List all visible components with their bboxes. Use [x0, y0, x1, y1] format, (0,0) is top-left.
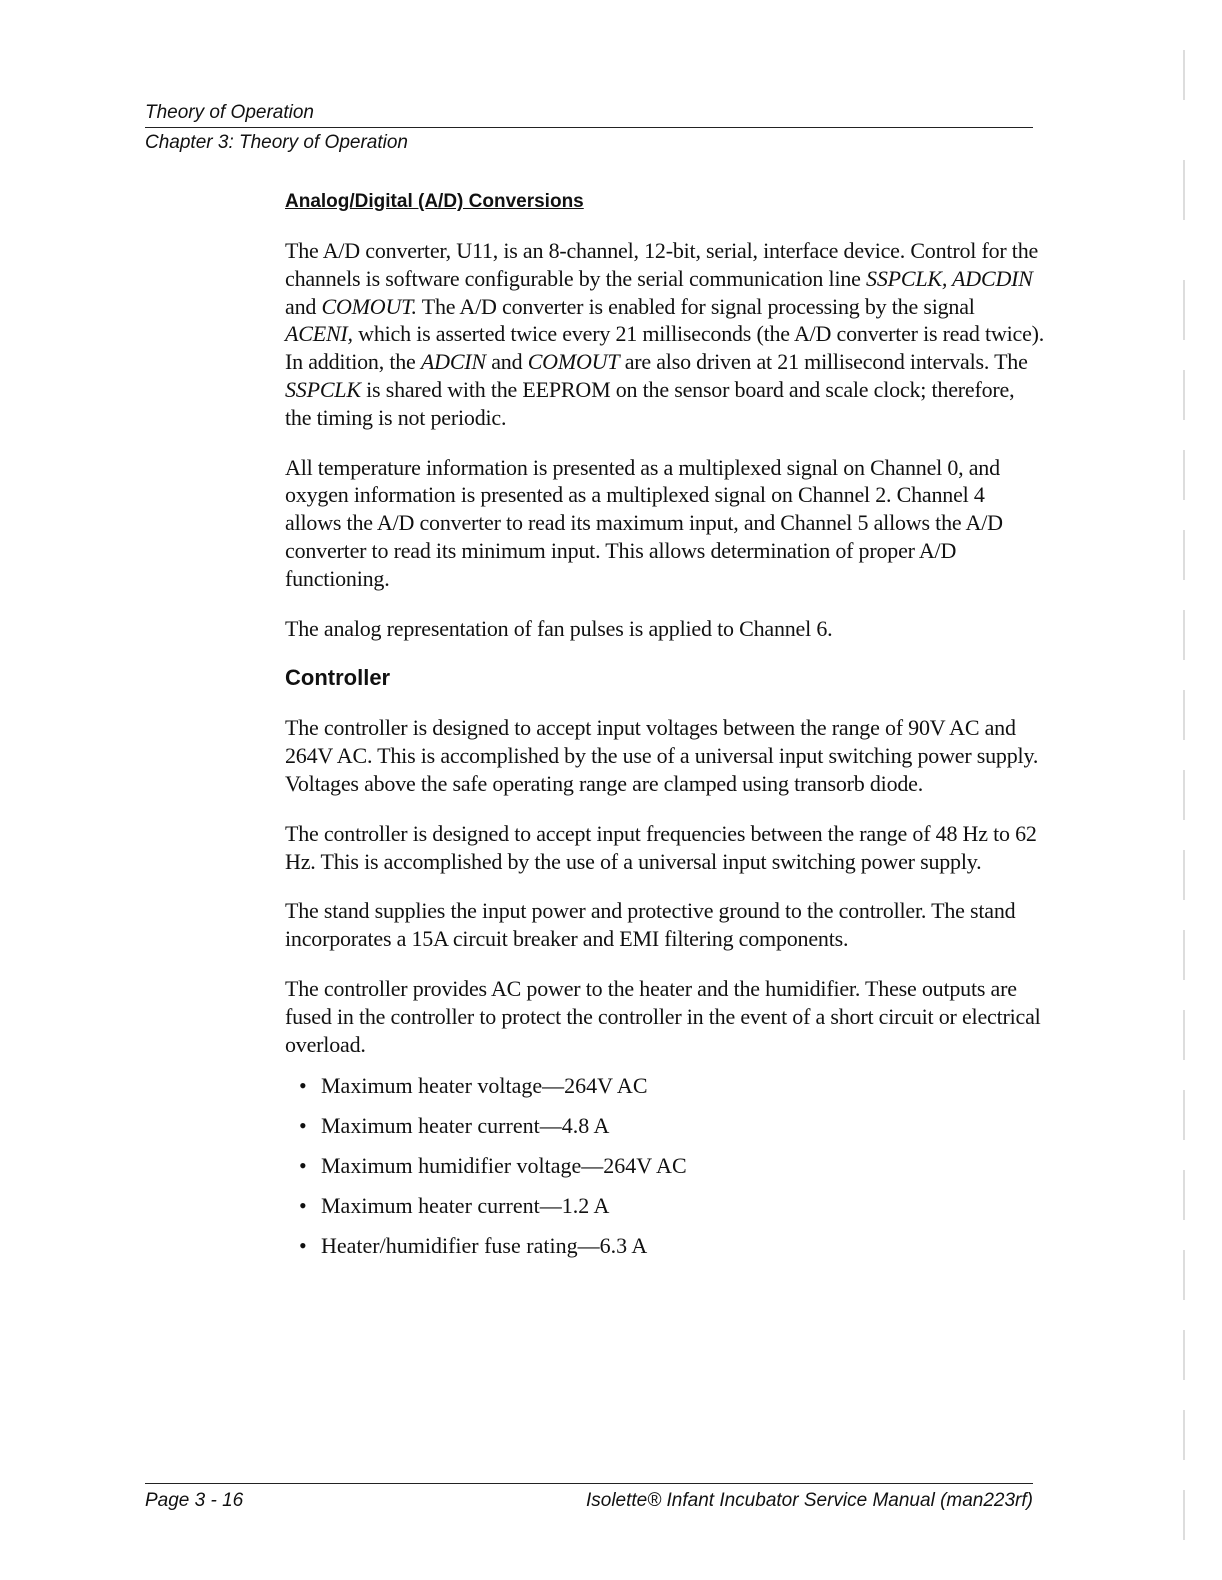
- list-item: • Maximum humidifier voltage—264V AC: [299, 1153, 687, 1179]
- ad-paragraph-3: The analog representation of fan pulses is applied to Channel 6.: [285, 615, 833, 641]
- ad-conversions-heading: Analog/Digital (A/D) Conversions: [285, 191, 584, 212]
- controller-paragraph-3: The stand supplies the input power and protective ground to the controller. The stand incorporates a 15A circuit breaker and EMI filtering components.: [285, 898, 1016, 952]
- bullet-icon: •: [299, 1073, 307, 1099]
- ad-paragraph-1: The A/D converter, U11, is an 8-channel, 12-bit, serial, interface device. Control for the channels is software configurable by the serial communication line SSPCLK, ADCDIN and COMOUT. The A/D converter is enabled for signal processing by the signal ACENI, which is asserted twice every 21 milliseconds (the A/D converter is read twice). In addition, the ADCIN and COMOUT are also driven at 21 millisecond intervals. The SSPCLK is shared with the EEPROM on the sensor board and scale clock; therefore, the timing is not periodic.: [285, 238, 1045, 430]
- controller-paragraph-4: The controller provides AC power to the heater and the humidifier. These outputs are fused in the controller to protect the controller in the event of a short circuit or electrical overload.: [285, 975, 1041, 1057]
- controller-paragraph-1: The controller is designed to accept input voltages between the range of 90V AC and 264V AC. This is accomplished by the use of a universal input switching power supply. Voltages above the safe operating range are clamped using transorb diode.: [285, 715, 1039, 796]
- controller-paragraph-2: The controller is designed to accept input frequencies between the range of 48 Hz to 62 Hz. This is accomplished by the use of a universal input switching power supply.: [285, 820, 1037, 874]
- bullet-icon: •: [299, 1233, 307, 1259]
- header-title: Theory of Operation: [145, 102, 1033, 128]
- main-content: [285, 189, 1045, 1272]
- page-number: Page 3 - 16: [145, 1490, 244, 1511]
- bullet-icon: •: [299, 1113, 307, 1139]
- ad-paragraph-2: All temperature information is presented as a multiplexed signal on Channel 0, and oxygen information is presented as a multiplexed signal on Channel 2. Channel 4 allows the A/D converter to read its maximum input, and Channel 5 allows the A/D converter to read its minimum input. This allows determination of proper A/D functioning.: [285, 454, 1003, 591]
- bullet-icon: •: [299, 1153, 307, 1179]
- page-footer: [145, 1483, 1033, 1512]
- list-item: • Maximum heater current—4.8 A: [299, 1113, 610, 1139]
- controller-specs-list: [285, 1072, 1045, 1259]
- list-item: • Maximum heater current—1.2 A: [299, 1193, 610, 1219]
- manual-title: Isolette® Infant Incubator Service Manual (man223rf): [585, 1490, 1033, 1511]
- scan-binding-marks: [1160, 40, 1200, 1560]
- page-header: [145, 102, 1033, 154]
- header-chapter: Chapter 3: Theory of Operation: [145, 132, 408, 153]
- list-item: • Maximum heater voltage—264V AC: [299, 1073, 648, 1099]
- bullet-icon: •: [299, 1193, 307, 1219]
- controller-heading: Controller: [285, 665, 391, 691]
- list-item: • Heater/humidifier fuse rating—6.3 A: [299, 1233, 648, 1259]
